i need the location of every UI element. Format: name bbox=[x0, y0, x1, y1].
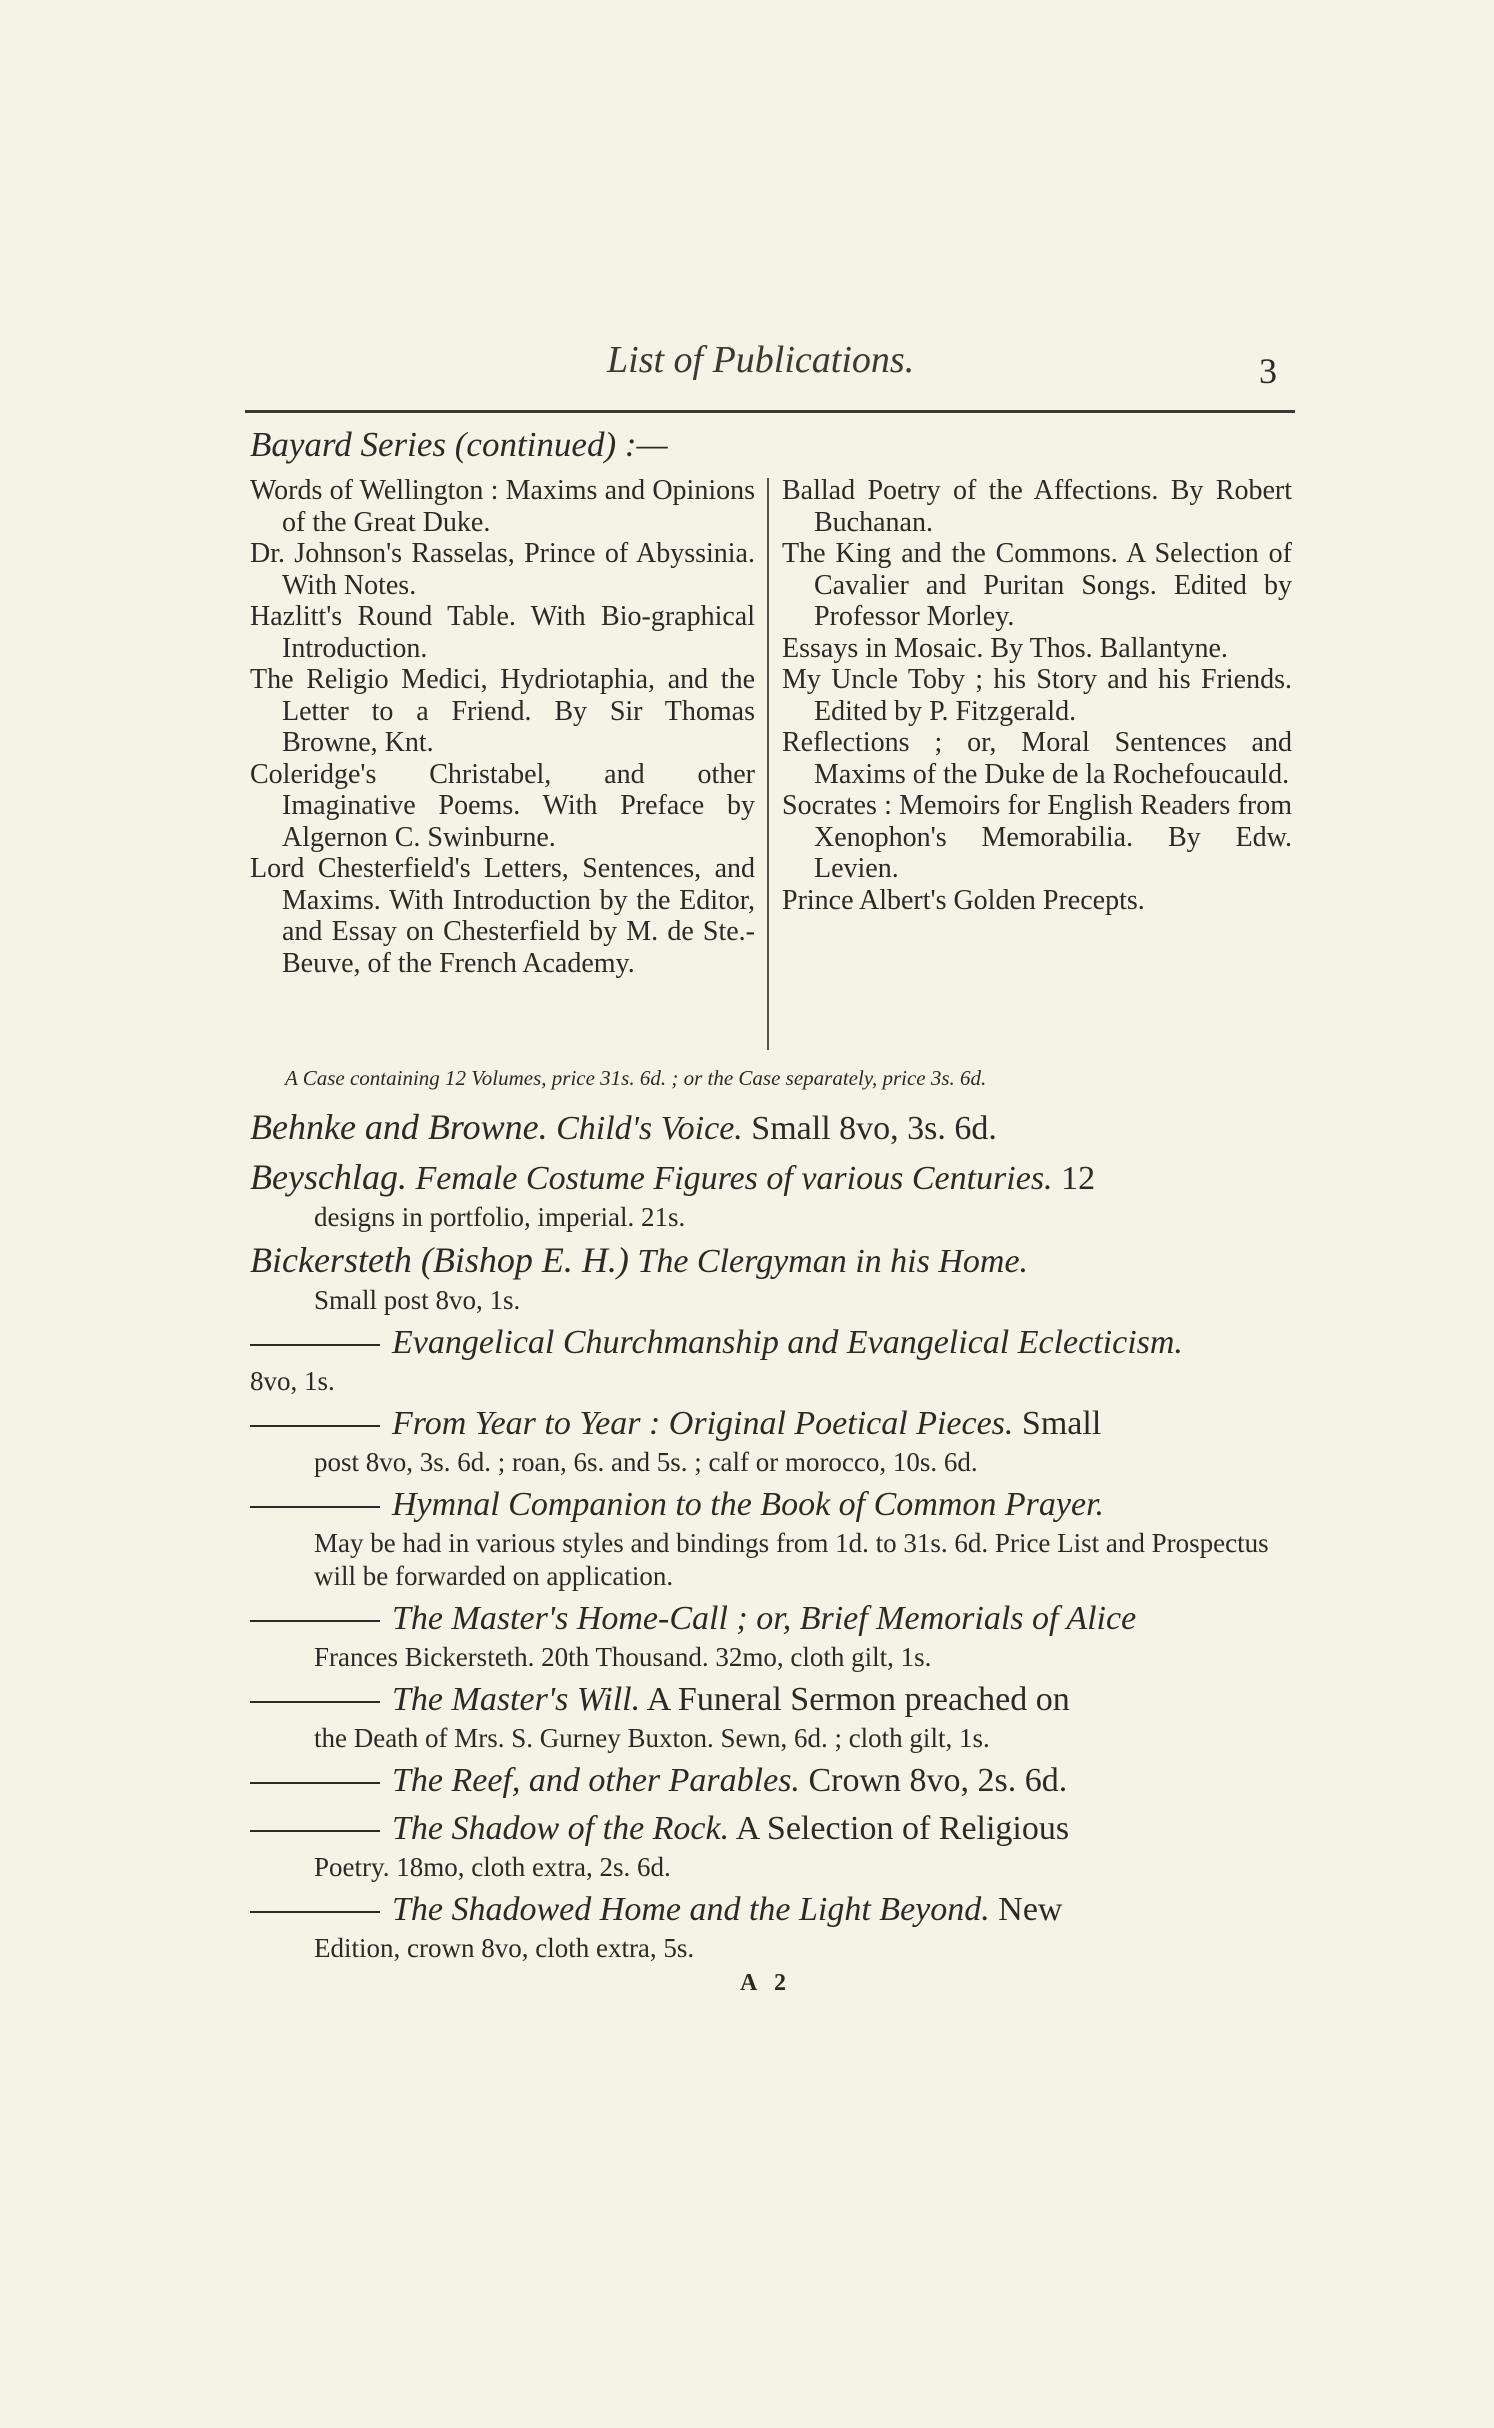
details: A Selection of Religious bbox=[735, 1810, 1070, 1847]
ditto-dash bbox=[250, 1506, 380, 1508]
right-column bbox=[782, 475, 1292, 916]
column-divider bbox=[767, 478, 769, 1050]
author: Behnke and Browne. bbox=[250, 1107, 548, 1147]
title: The Reef, and other Parables. bbox=[392, 1762, 800, 1799]
publication-entry bbox=[250, 1888, 1295, 1965]
publication-entry bbox=[250, 1105, 1295, 1151]
page-number: 3 bbox=[1259, 351, 1277, 391]
details-line: Edition, crown 8vo, cloth extra, 5s. bbox=[314, 1933, 695, 1963]
list-item: Ballad Poetry of the Affections. By Robert Buchanan. bbox=[782, 475, 1292, 538]
title: The Master's Home-Call ; or, Brief Memorials of Alice bbox=[392, 1600, 1137, 1637]
details-line: Small post 8vo, 1s. bbox=[314, 1285, 521, 1315]
title: Hymnal Companion to the Book of Common Prayer. bbox=[392, 1486, 1105, 1523]
list-item: Words of Wellington : Maxims and Opinions of the Great Duke. bbox=[250, 475, 755, 538]
list-item: Dr. Johnson's Rasselas, Prince of Abyssinia. With Notes. bbox=[250, 538, 755, 601]
ditto-dash bbox=[250, 1620, 380, 1622]
left-column bbox=[250, 475, 755, 979]
header-title: List of Publications. bbox=[607, 339, 915, 381]
publication-entry bbox=[250, 1155, 1295, 1234]
publications-list bbox=[250, 1105, 1295, 1969]
details-line: Frances Bickersteth. 20th Thousand. 32mo, cloth gilt, 1s. bbox=[314, 1642, 932, 1672]
author: Bickersteth (Bishop E. H.) bbox=[250, 1240, 629, 1280]
ditto-dash bbox=[250, 1701, 380, 1703]
details-line: Poetry. 18mo, cloth extra, 2s. 6d. bbox=[314, 1852, 671, 1882]
publication-entry bbox=[250, 1321, 1295, 1398]
details-line: the Death of Mrs. S. Gurney Buxton. Sewn, 6d. ; cloth gilt, 1s. bbox=[314, 1723, 990, 1753]
ditto-dash bbox=[250, 1782, 380, 1784]
publication-entry bbox=[250, 1759, 1295, 1803]
case-note: A Case containing 12 Volumes, price 31s. 6d. ; or the Case separately, price 3s. 6d. bbox=[285, 1066, 987, 1090]
title: The Clergyman in his Home. bbox=[637, 1243, 1029, 1280]
list-item: Essays in Mosaic. By Thos. Ballantyne. bbox=[782, 632, 1228, 664]
list-item: Socrates : Memoirs for English Readers from Xenophon's Memorabilia. By Edw. Levien. bbox=[782, 790, 1292, 884]
ditto-dash bbox=[250, 1344, 380, 1346]
details-line: 8vo, 1s. bbox=[250, 1366, 335, 1396]
publication-entry bbox=[250, 1678, 1295, 1755]
ditto-dash bbox=[250, 1425, 380, 1427]
publication-entry bbox=[250, 1402, 1295, 1479]
title: From Year to Year : Original Poetical Pieces. bbox=[392, 1405, 1014, 1442]
details: 12 bbox=[1061, 1160, 1096, 1197]
list-item: Prince Albert's Golden Precepts. bbox=[782, 884, 1145, 916]
list-item: The King and the Commons. A Selection of Cavalier and Puritan Songs. Edited by Professor Morley. bbox=[782, 538, 1292, 632]
ditto-dash bbox=[250, 1911, 380, 1913]
list-item: Coleridge's Christabel, and other Imaginative Poems. With Preface by Algernon C. Swinburne. bbox=[250, 758, 755, 853]
details: New bbox=[998, 1891, 1063, 1928]
publication-entry bbox=[250, 1807, 1295, 1884]
title: The Shadow of the Rock. bbox=[392, 1810, 730, 1847]
title: Child's Voice. bbox=[556, 1110, 743, 1147]
details: Small 8vo, 3s. 6d. bbox=[751, 1110, 997, 1147]
signature-mark: A 2 bbox=[740, 1970, 793, 1996]
details: A Funeral Sermon preached on bbox=[646, 1681, 1070, 1718]
details: Crown 8vo, 2s. 6d. bbox=[808, 1762, 1068, 1799]
ditto-dash bbox=[250, 1830, 380, 1832]
page-header bbox=[245, 330, 1295, 413]
list-item: The Religio Medici, Hydriotaphia, and the Letter to a Friend. By Sir Thomas Browne, Knt. bbox=[250, 664, 755, 758]
details: Small bbox=[1021, 1405, 1102, 1442]
list-item: Lord Chesterfield's Letters, Sentences, and Maxims. With Introduction by the Editor, and Essay on Chesterfield by M. de Ste.-Beuve, of the French Academy. bbox=[250, 853, 755, 979]
details-line: May be had in various styles and bindings from 1d. to 31s. 6d. Price List and Prospectus will be forwarded on application. bbox=[314, 1528, 1269, 1591]
author: Beyschlag. bbox=[250, 1157, 407, 1197]
publication-entry bbox=[250, 1238, 1295, 1317]
title: Female Costume Figures of various Centuries. bbox=[415, 1160, 1053, 1197]
title: Evangelical Churchmanship and Evangelical Eclecticism. bbox=[392, 1324, 1183, 1361]
series-title: Bayard Series (continued) :— bbox=[250, 425, 668, 464]
details-line: designs in portfolio, imperial. 21s. bbox=[314, 1202, 686, 1232]
list-item: My Uncle Toby ; his Story and his Friends. Edited by P. Fitzgerald. bbox=[782, 664, 1292, 727]
publication-entry bbox=[250, 1483, 1295, 1593]
list-item: Hazlitt's Round Table. With Bio-graphical Introduction. bbox=[250, 601, 755, 664]
details-line: post 8vo, 3s. 6d. ; roan, 6s. and 5s. ; calf or morocco, 10s. 6d. bbox=[314, 1447, 978, 1477]
title: The Master's Will. bbox=[392, 1681, 641, 1718]
list-item: Reflections ; or, Moral Sentences and Maxims of the Duke de la Rochefoucauld. bbox=[782, 727, 1292, 790]
publication-entry bbox=[250, 1597, 1295, 1674]
title: The Shadowed Home and the Light Beyond. bbox=[392, 1891, 990, 1928]
